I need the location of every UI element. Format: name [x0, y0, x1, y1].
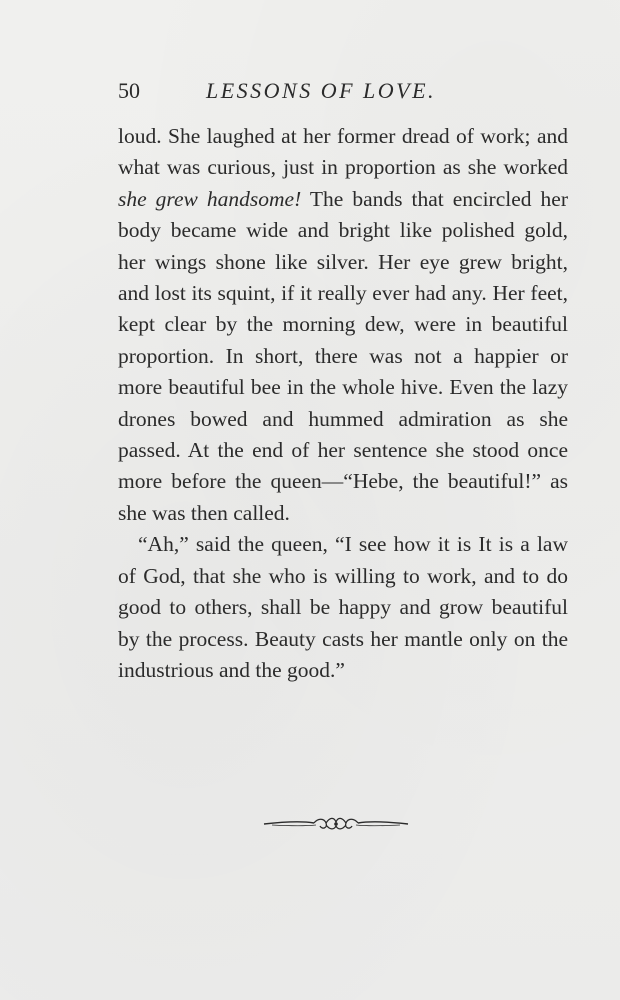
paragraph-2: “Ah,” said the queen, “I see how it is It is a law of God, that she who is willing to work, and to do good to others, shall be happy and grow beautiful by the process. Beauty casts her mantle only on the industrious and the good.”	[118, 532, 568, 682]
page-header	[118, 78, 570, 108]
scroll-ornament-icon	[262, 814, 410, 834]
running-title: LESSONS OF LOVE.	[206, 78, 437, 103]
paragraph-1-text-end: The bands that encircled her body became wide and bright like polished gold, her wings shone like silver. Her eye grew bright, and lost its squint, if it really ever had any. Her feet, kept clear by the morning dew, were in beautiful proportion. In short, there was not a happier or more beautiful bee in the whole hive. Even the lazy drones bowed and hummed admiration as she passed. At the end of her sentence she stood once more before the queen—“Hebe, the beautiful!” as she was then called.	[118, 186, 568, 525]
paragraph-1	[118, 121, 568, 529]
page-number: 50	[118, 78, 140, 103]
paragraph-1-text-start: loud. She laughed at her former dread of work; and what was curious, just in proportion as she worked	[118, 124, 568, 180]
paragraph-1-emphasis: she grew handsome!	[118, 186, 302, 211]
body-text	[118, 121, 568, 686]
